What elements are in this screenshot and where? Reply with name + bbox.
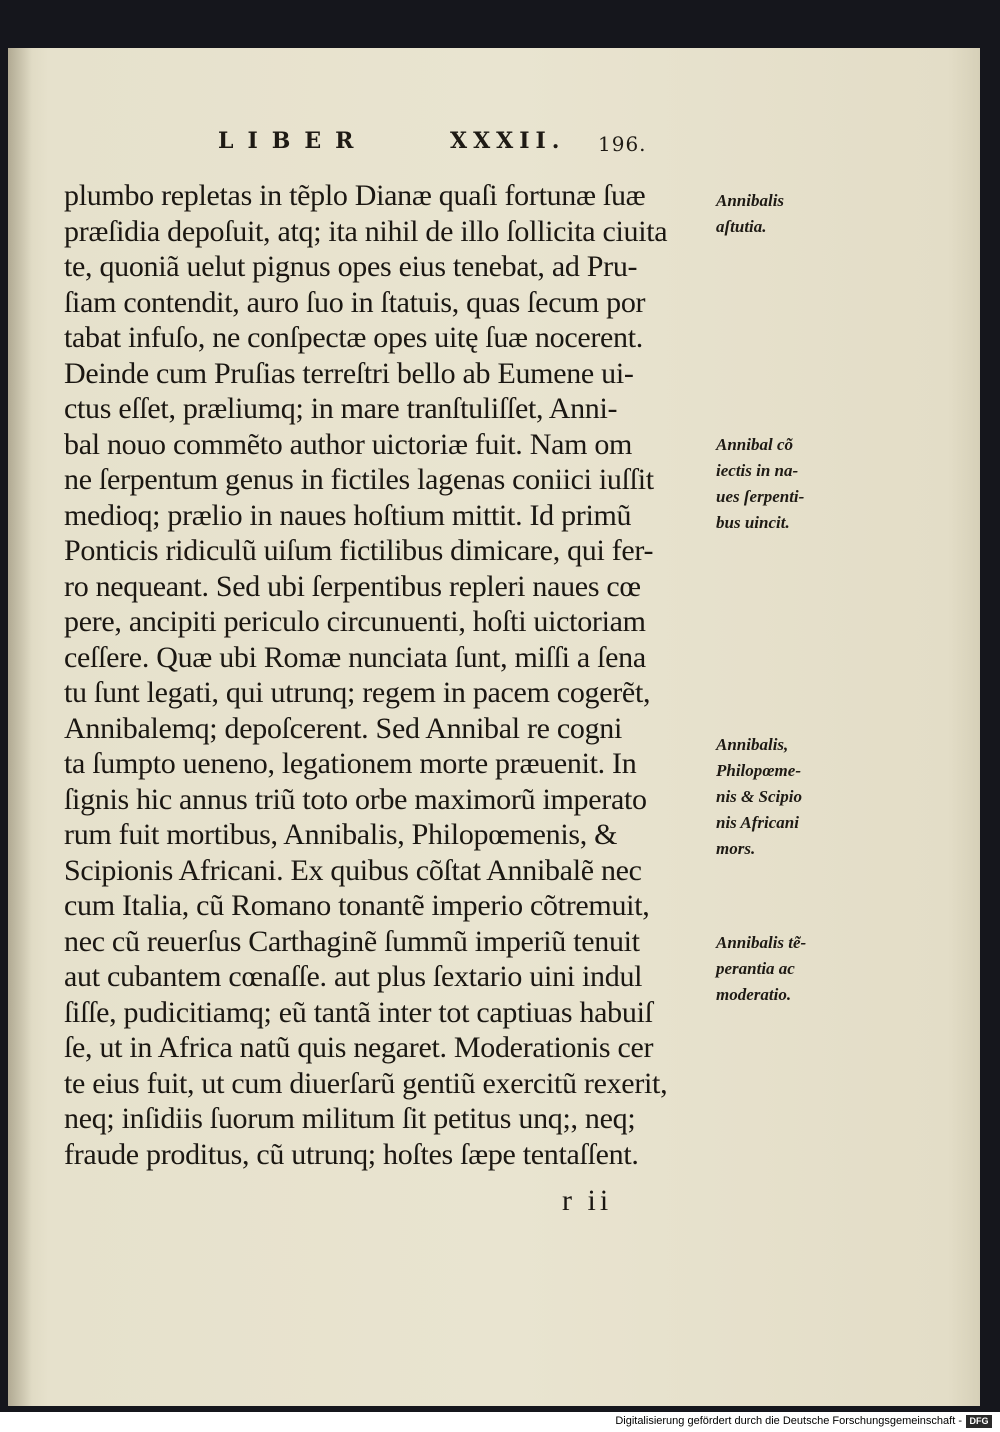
margin-note-line: Annibalis, [716, 735, 789, 754]
margin-note-line: mors. [716, 839, 756, 858]
text-line: medioq; prælio in naues hoſtium mittit. Id primũ [64, 498, 632, 532]
text-line: ne ſerpentum genus in fictiles lagenas coniici iuſſit [64, 463, 654, 496]
margin-note-line: nis Africani [716, 813, 799, 832]
text-line: præſidia depoſuit, atq; ita nihil de illo ſollicita ciuita [64, 214, 668, 248]
text-line: te eius fuit, ut cum diuerſarũ gentiũ exercitũ rexerit, [64, 1066, 668, 1100]
margin-note-line: iectis in na- [716, 461, 799, 480]
margin-note-line: Philopœme- [716, 761, 801, 780]
text-line: cum Italia, cũ Romano tonantẽ imperio cõtremuit, [64, 889, 650, 922]
margin-note-line: ues ſerpenti- [716, 487, 805, 506]
text-line: ſe, ut in Africa natũ quis negaret. Moderationis cer [64, 1031, 654, 1064]
text-line: ſignis hic annus triũ toto orbe maximorũ imperato [64, 782, 647, 816]
book-number: XXXII. [450, 128, 566, 154]
text-line: ta ſumpto ueneno, legationem morte præuenit. In [64, 747, 637, 780]
margin-note-line: Annibal cõ [716, 435, 793, 454]
text-line: ſiſſe, pudicitiamq; eũ tantã inter tot captiuas habuiſ [64, 995, 653, 1029]
margin-note-serpents [716, 432, 826, 536]
text-line: Deinde cum Pruſias terreſtri bello ab Eumene ui- [64, 356, 634, 390]
folio-number: 196. [598, 132, 647, 156]
text-line: ro nequeant. Sed ubi ſerpentibus repleri naues cœ [64, 569, 641, 603]
text-line: pere, ancipiti periculo circunuenti, hoſti uictoriam [64, 605, 646, 638]
margin-note-line: moderatio. [716, 985, 792, 1004]
signature-mark: r ii [562, 1184, 613, 1217]
spine-shadow [8, 48, 32, 1406]
dfg-logo: DFG [966, 1415, 992, 1428]
margin-note-temperance [716, 930, 826, 1008]
margin-note-annibalis-astutia [716, 188, 826, 240]
text-line: Annibalemq; depoſcerent. Sed Annibal re cogni [64, 711, 623, 745]
text-line: plumbo repletas in tẽplo Dianæ quaſi fortunæ ſuæ [64, 179, 646, 212]
text-line: ceſſere. Quæ ubi Romæ nunciata ſunt, miſſi a ſena [64, 640, 646, 674]
text-line: fraude proditus, cũ utrunq; hoſtes ſæpe tentaſſent. [64, 1137, 639, 1171]
margin-note-deaths [716, 732, 826, 862]
text-line: te, quoniã uelut pignus opes eius tenebat, ad Pru- [64, 250, 638, 283]
text-line: ctus eſſet, præliumq; in mare tranſtuliſſet, Anni- [64, 392, 618, 425]
margin-note-line: perantia ac [716, 959, 795, 978]
page-header [218, 128, 678, 168]
text-line: tu ſunt legati, qui utrunq; regem in pacem cogerẽt, [64, 676, 651, 709]
text-line: bal nouo commẽto author uictoriæ fuit. Nam om [64, 427, 633, 461]
text-line: tabat infuſo, ne conſpectæ opes uitę ſuæ nocerent. [64, 321, 643, 354]
text-line: nec cũ reuerſus Carthaginẽ ſummũ imperiũ tenuit [64, 924, 640, 958]
running-title: LIBER [218, 128, 368, 154]
funding-credit: Digitalisierung gefördert durch die Deutsche Forschungsgemeinschaft - [615, 1415, 962, 1427]
footer-bar [0, 1412, 1000, 1432]
text-line: rum fuit mortibus, Annibalis, Philopœmenis, & [64, 818, 618, 851]
text-line: Scipionis Africani. Ex quibus cõſtat Annibalẽ nec [64, 853, 642, 887]
text-line: neq; inſidiis ſuorum militum ſit petitus unq;, neq; [64, 1102, 636, 1135]
text-line: Ponticis ridiculũ uiſum fictilibus dimicare, qui fer- [64, 534, 654, 567]
margin-note-line: bus uincit. [716, 513, 790, 532]
margin-note-line: Annibalis [716, 191, 785, 210]
text-line: ſiam contendit, auro ſuo in ſtatuis, quas ſecum por [64, 285, 646, 319]
main-text-block [64, 178, 712, 1172]
margin-note-line: nis & Scipio [716, 787, 802, 806]
margin-note-line: aſtutia. [716, 217, 767, 236]
margin-note-line: Annibalis tẽ- [716, 933, 807, 952]
text-line: aut cubantem cœnaſſe. aut plus ſextario uini indul [64, 960, 643, 993]
